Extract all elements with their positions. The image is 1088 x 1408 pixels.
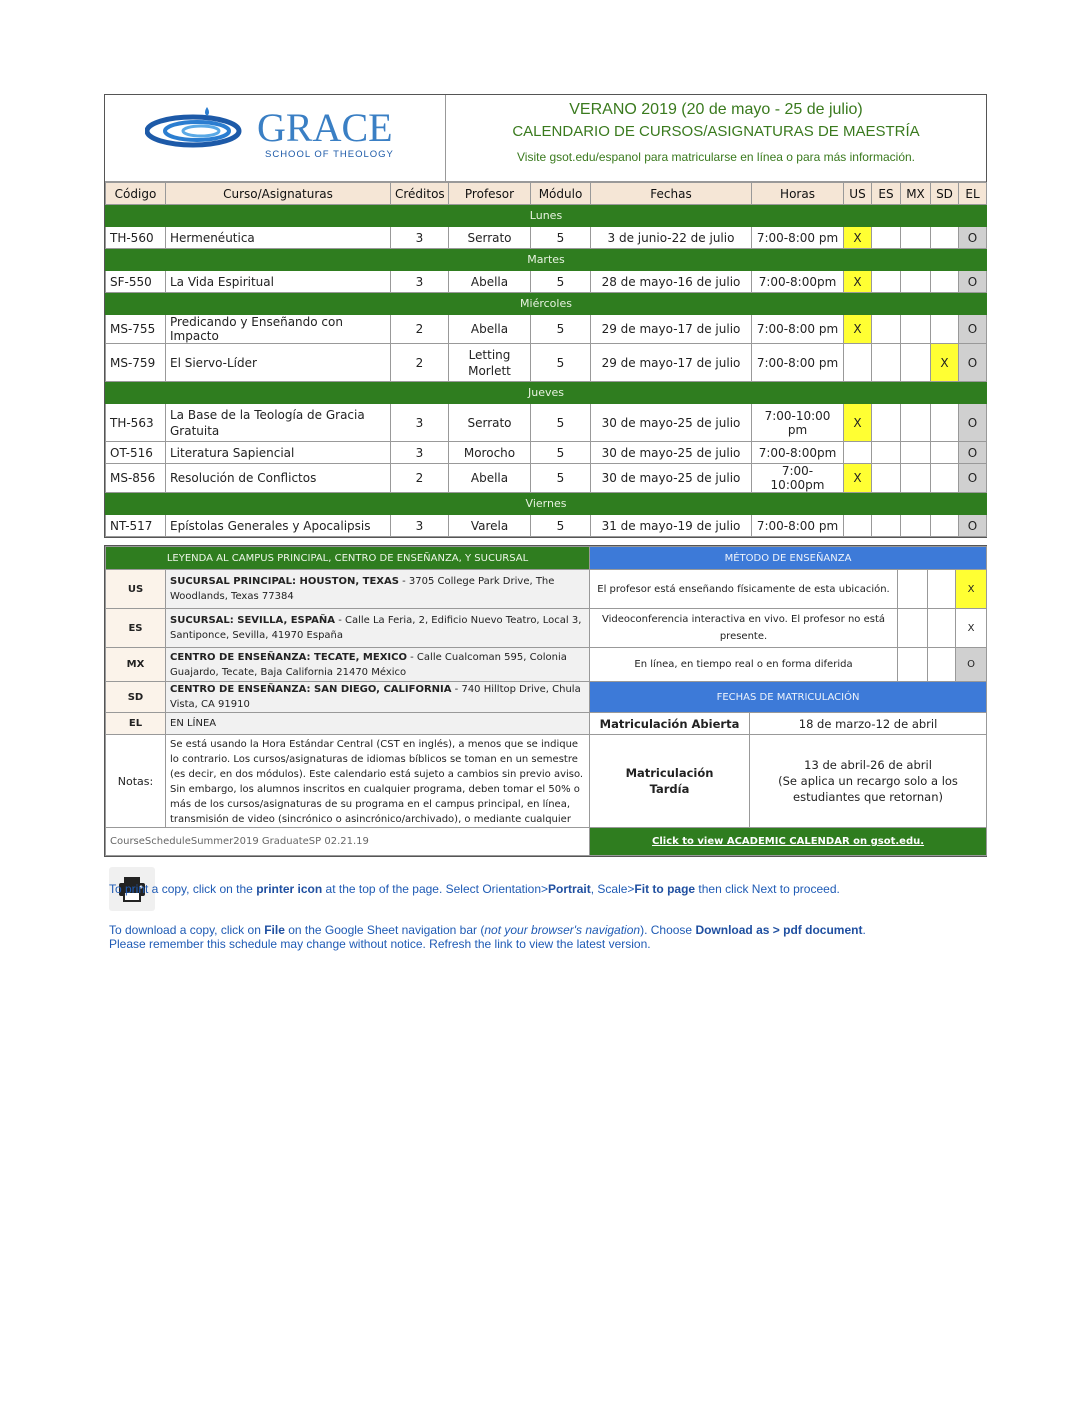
method-es: Videoconferencia interactiva en vivo. El profesor no está presente. (590, 609, 898, 648)
cell-hours: 7:00-8:00pm (752, 271, 844, 293)
svg-text:GRACE: GRACE (257, 105, 393, 150)
cell-module: 5 (531, 227, 591, 249)
course-table (105, 182, 987, 537)
download-instructions: To download a copy, click on File on the Google Sheet navigation bar (not your browser's navigation). Choose Download as > pdf document. Please remember this schedule may change without notice. Refresh the link to view the latest version. (109, 923, 866, 951)
cell-hours: 7:00-8:00pm (752, 442, 844, 464)
cell-prof: Abella (449, 271, 531, 293)
cell-el: O (959, 404, 987, 442)
cell-prof: Abella (449, 315, 531, 344)
day-header-row (106, 293, 987, 315)
column-header: MX (901, 183, 931, 205)
cell-code: MS-856 (106, 464, 166, 493)
enrollment-dates-heading: FECHAS DE MATRICULACIÓN (590, 682, 987, 713)
legend-block (104, 545, 987, 857)
cell-prof: Serrato (449, 404, 531, 442)
svg-text:SCHOOL OF THEOLOGY: SCHOOL OF THEOLOGY (265, 149, 394, 160)
table-row (106, 227, 987, 249)
method-mark-es: X (956, 609, 987, 648)
cell-hours: 7:00-10:00pm (752, 464, 844, 493)
cell-code: NT-517 (106, 515, 166, 537)
legend-address-mx: CENTRO DE ENSEÑANZA: TECATE, MEXICO - Calle Cualcoman 595, Colonia Guajardo, Tecate, Baja California 21470 México (166, 648, 590, 682)
legend-address-us: SUCURSAL PRINCIPAL: HOUSTON, TEXAS - 3705 College Park Drive, The Woodlands, Texas 77384 (166, 570, 590, 609)
cell-us: X (844, 315, 872, 344)
cell-course: Literatura Sapiencial (166, 442, 391, 464)
column-header: Profesor (449, 183, 531, 205)
legend-address-sd: CENTRO DE ENSEÑANZA: SAN DIEGO, CALIFORNIA - 740 Hilltop Drive, Chula Vista, CA 91910 (166, 682, 590, 713)
cell-us: X (844, 404, 872, 442)
cell-el: O (959, 515, 987, 537)
grace-logo (145, 103, 410, 163)
cell-mx (901, 344, 931, 382)
cell-el: O (959, 227, 987, 249)
cell-code: MS-759 (106, 344, 166, 382)
column-header: Código (106, 183, 166, 205)
legend-code-mx: MX (106, 648, 166, 682)
cell-module: 5 (531, 442, 591, 464)
cell-dates: 3 de junio-22 de julio (591, 227, 752, 249)
legend-address-es: SUCURSAL: SEVILLA, ESPAÑA - Calle La Feria, 2, Edificio Nuevo Teatro, Local 3, Santiponce, Sevilla, 41970 España (166, 609, 590, 648)
table-row (106, 344, 987, 382)
cell-course: Resolución de Conflictos (166, 464, 391, 493)
cell-module: 5 (531, 344, 591, 382)
legend-code-sd: SD (106, 682, 166, 713)
cell-sd: X (931, 344, 959, 382)
notes-label: Notas: (106, 735, 166, 828)
day-label: Martes (106, 249, 987, 271)
cell-es (872, 442, 901, 464)
cell-mx (901, 464, 931, 493)
legend-address-el: EN LÍNEA (166, 713, 590, 735)
cell-credits: 2 (391, 344, 449, 382)
cell-module: 5 (531, 271, 591, 293)
schedule-header (105, 95, 986, 182)
cell-credits: 2 (391, 464, 449, 493)
legend-code-es: ES (106, 609, 166, 648)
course-rows (106, 205, 987, 537)
visit-note[interactable]: Visite gsot.edu/espanol para matricularse en línea o para más información. (517, 150, 915, 164)
cell-credits: 2 (391, 315, 449, 344)
cell-sd (931, 404, 959, 442)
column-header: SD (931, 183, 959, 205)
cell-sd (931, 227, 959, 249)
cell-es (872, 227, 901, 249)
day-header-row (106, 205, 987, 227)
open-enrollment-dates: 18 de marzo-12 de abril (750, 713, 987, 735)
table-row (106, 271, 987, 293)
cell-credits: 3 (391, 227, 449, 249)
cell-prof: Morocho (449, 442, 531, 464)
table-row (106, 515, 987, 537)
cell-el: O (959, 442, 987, 464)
day-label: Viernes (106, 493, 987, 515)
document-id: CourseScheduleSummer2019 GraduateSP 02.21.19 (106, 828, 590, 856)
cell-us (844, 515, 872, 537)
cell-us (844, 442, 872, 464)
cell-credits: 3 (391, 442, 449, 464)
cell-es (872, 464, 901, 493)
legend-code-el: EL (106, 713, 166, 735)
cell-es (872, 344, 901, 382)
cell-mx (901, 315, 931, 344)
page-subtitle: CALENDARIO DE CURSOS/ASIGNATURAS DE MAESTRÍA (512, 123, 920, 140)
cell-course: Hermenéutica (166, 227, 391, 249)
print-instructions: To print a copy, click on the printer icon at the top of the page. Select Orientation>Portrait, Scale>Fit to page then click Next to proceed. (109, 882, 840, 896)
notes-text: Se está usando la Hora Estándar Central (CST en inglés), a menos que se indique lo contrario. Los cursos/asignaturas de idiomas bíblicos se toman en un semestre (es decir, en dos módulos). Este calendario está sujeto a cambios sin previo aviso. Sin embargo, los alumnos inscritos en cualquier programa, deben tomar el 50% o más de los cursos/asignaturas de su programa en el campus principal, en línea, transmisión de video (sincrónico o asincrónico/archivado), o mediante cualquier (166, 735, 590, 828)
cell-prof: Varela (449, 515, 531, 537)
late-enrollment-label: Matriculación Tardía (590, 735, 750, 828)
cell-hours: 7:00-8:00 pm (752, 227, 844, 249)
cell-sd (931, 515, 959, 537)
cell-code: OT-516 (106, 442, 166, 464)
cell-prof: Letting Morlett (449, 344, 531, 382)
cell-credits: 3 (391, 404, 449, 442)
cell-el: O (959, 344, 987, 382)
cell-es (872, 515, 901, 537)
cell-credits: 3 (391, 271, 449, 293)
academic-calendar-link[interactable]: Click to view ACADEMIC CALENDAR on gsot.edu. (590, 828, 987, 856)
column-header: US (844, 183, 872, 205)
cell-code: TH-563 (106, 404, 166, 442)
column-headers (106, 183, 987, 205)
cell-sd (931, 271, 959, 293)
column-header: ES (872, 183, 901, 205)
cell-code: MS-755 (106, 315, 166, 344)
cell-prof: Abella (449, 464, 531, 493)
logo-area (105, 95, 446, 181)
column-header: Créditos (391, 183, 449, 205)
table-row (106, 442, 987, 464)
method-heading: MÉTODO DE ENSEÑANZA (590, 547, 987, 570)
cell-mx (901, 404, 931, 442)
method-us: El profesor está enseñando físicamente de esta ubicación. (590, 570, 898, 609)
cell-el: O (959, 464, 987, 493)
cell-es (872, 271, 901, 293)
cell-dates: 30 de mayo-25 de julio (591, 464, 752, 493)
title-area (446, 95, 986, 181)
table-row (106, 404, 987, 442)
cell-code: SF-550 (106, 271, 166, 293)
method-mark-mx: O (956, 648, 987, 682)
open-enrollment-label: Matriculación Abierta (590, 713, 750, 735)
column-header: Curso/Asignaturas (166, 183, 391, 205)
cell-el: O (959, 315, 987, 344)
day-header-row (106, 382, 987, 404)
cell-hours: 7:00-8:00 pm (752, 344, 844, 382)
cell-us: X (844, 227, 872, 249)
cell-us: X (844, 464, 872, 493)
cell-code: TH-560 (106, 227, 166, 249)
cell-course: El Siervo-Líder (166, 344, 391, 382)
method-mx: En línea, en tiempo real o en forma diferida (590, 648, 898, 682)
column-header: Módulo (531, 183, 591, 205)
table-row (106, 315, 987, 344)
cell-dates: 30 de mayo-25 de julio (591, 442, 752, 464)
day-label: Miércoles (106, 293, 987, 315)
day-label: Lunes (106, 205, 987, 227)
cell-sd (931, 442, 959, 464)
cell-credits: 3 (391, 515, 449, 537)
cell-hours: 7:00-8:00 pm (752, 315, 844, 344)
column-header: EL (959, 183, 987, 205)
cell-course: La Base de la Teología de Gracia Gratuita (166, 404, 391, 442)
cell-mx (901, 442, 931, 464)
cell-course: Predicando y Enseñando con Impacto (166, 315, 391, 344)
cell-prof: Serrato (449, 227, 531, 249)
late-enrollment-dates: 13 de abril-26 de abril (Se aplica un recargo solo a los estudiantes que retornan) (750, 735, 987, 828)
cell-us (844, 344, 872, 382)
cell-el: O (959, 271, 987, 293)
day-header-row (106, 249, 987, 271)
cell-es (872, 315, 901, 344)
page-title: VERANO 2019 (20 de mayo - 25 de julio) (569, 101, 863, 118)
cell-hours: 7:00-10:00 pm (752, 404, 844, 442)
cell-dates: 30 de mayo-25 de julio (591, 404, 752, 442)
method-mark-us: X (956, 570, 987, 609)
cell-course: Epístolas Generales y Apocalipsis (166, 515, 391, 537)
cell-dates: 29 de mayo-17 de julio (591, 344, 752, 382)
cell-course: La Vida Espiritual (166, 271, 391, 293)
cell-module: 5 (531, 515, 591, 537)
day-header-row (106, 493, 987, 515)
cell-dates: 28 de mayo-16 de julio (591, 271, 752, 293)
schedule-sheet (104, 94, 987, 538)
cell-us: X (844, 271, 872, 293)
cell-es (872, 404, 901, 442)
cell-dates: 31 de mayo-19 de julio (591, 515, 752, 537)
cell-mx (901, 227, 931, 249)
cell-mx (901, 515, 931, 537)
legend-heading: LEYENDA AL CAMPUS PRINCIPAL, CENTRO DE ENSEÑANZA, Y SUCURSAL (106, 547, 590, 570)
cell-sd (931, 464, 959, 493)
cell-module: 5 (531, 464, 591, 493)
cell-sd (931, 315, 959, 344)
cell-hours: 7:00-8:00 pm (752, 515, 844, 537)
column-header: Fechas (591, 183, 752, 205)
cell-dates: 29 de mayo-17 de julio (591, 315, 752, 344)
cell-module: 5 (531, 404, 591, 442)
cell-mx (901, 271, 931, 293)
cell-module: 5 (531, 315, 591, 344)
day-label: Jueves (106, 382, 987, 404)
table-row (106, 464, 987, 493)
column-header: Horas (752, 183, 844, 205)
legend-code-us: US (106, 570, 166, 609)
